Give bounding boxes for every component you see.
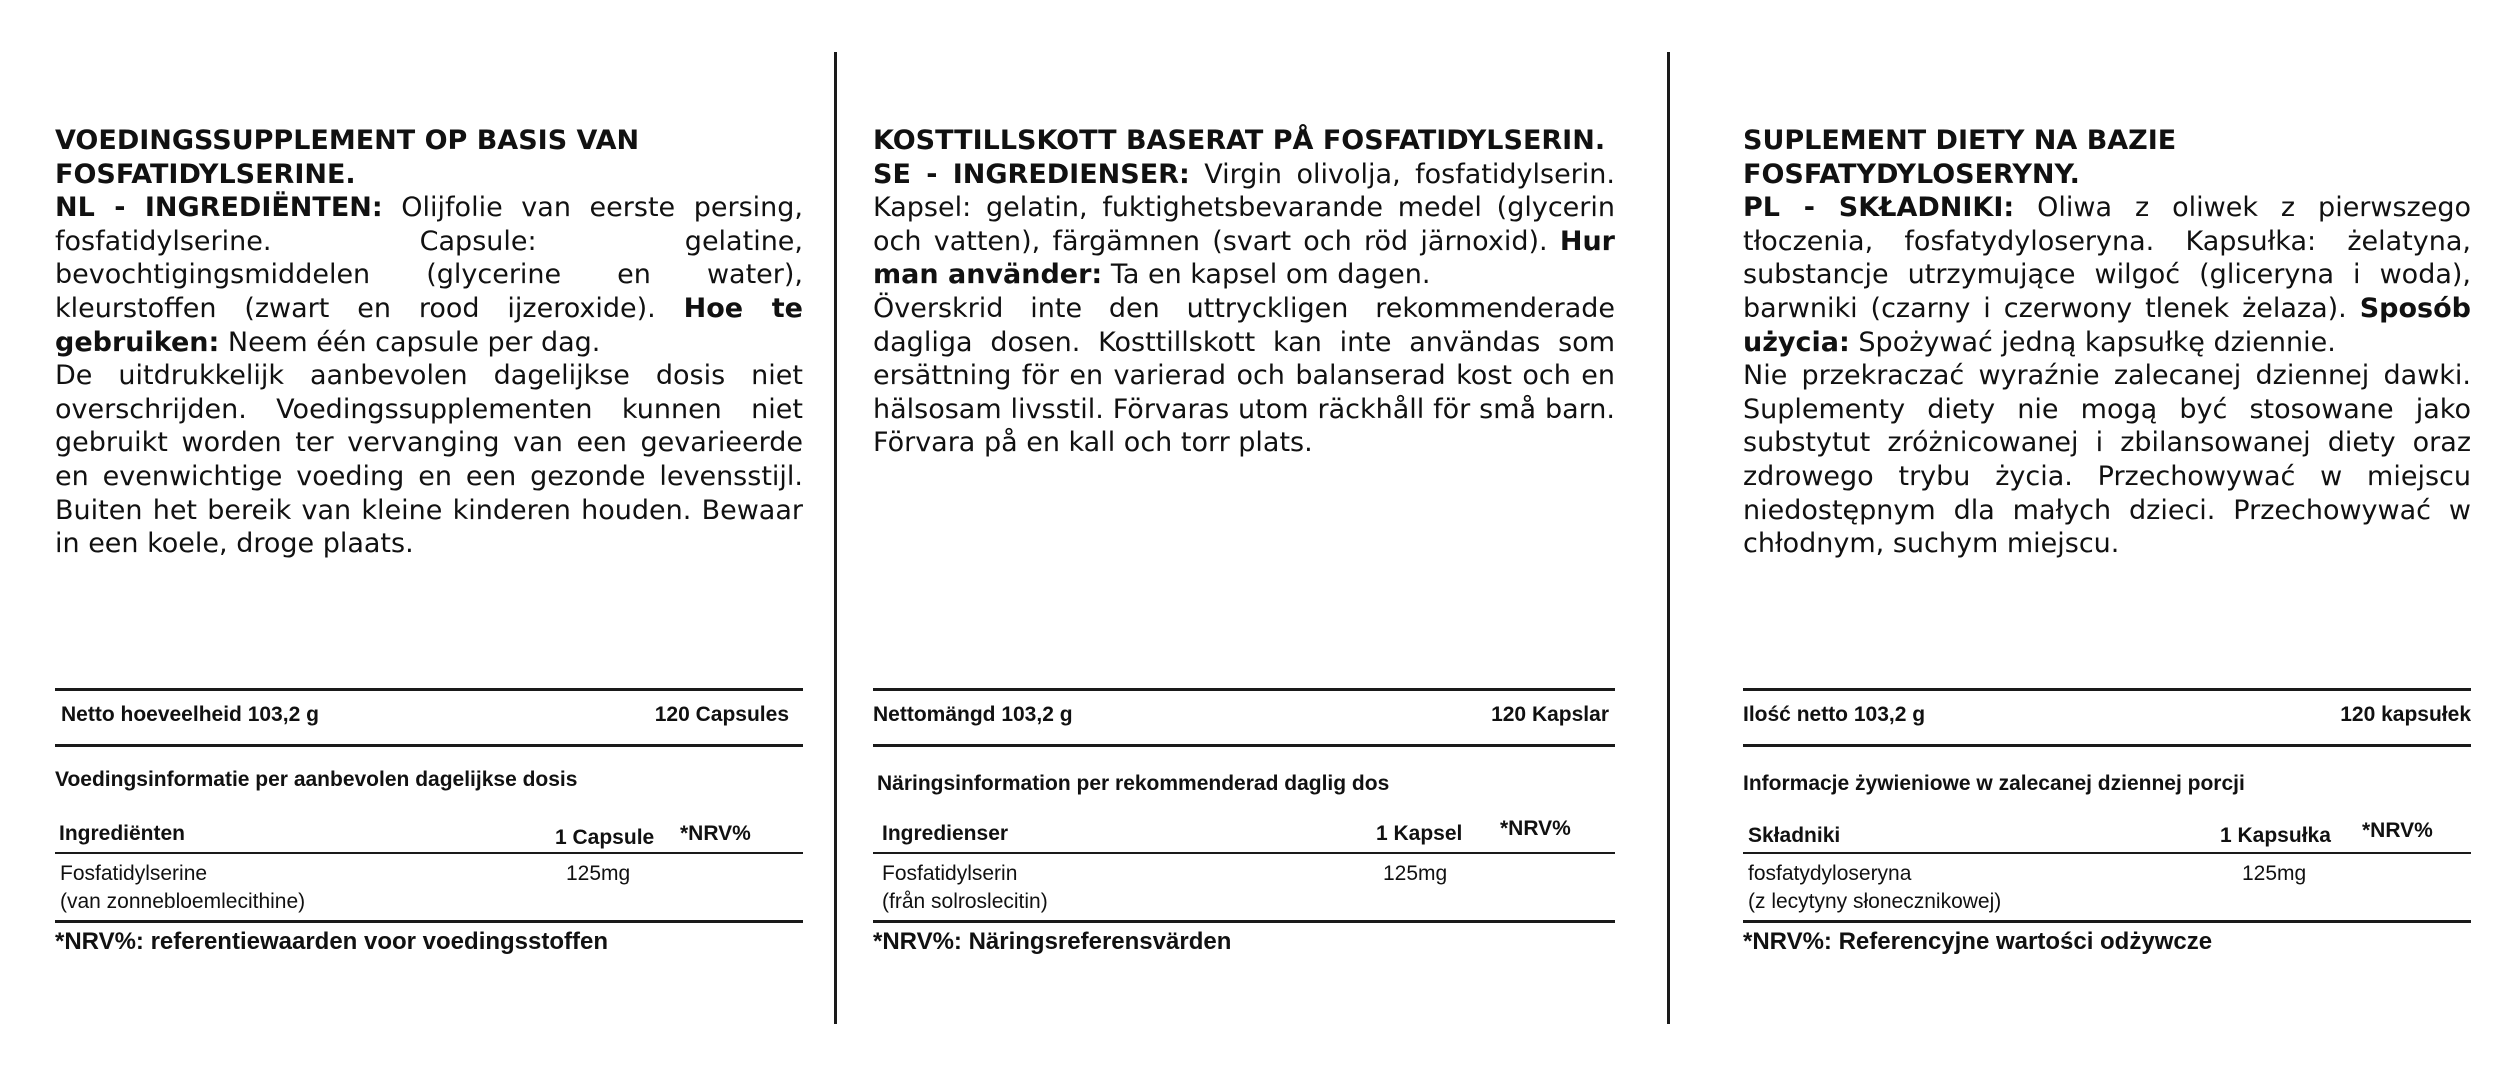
nutrition-title: Voedingsinformatie per aanbevolen dagelijkse dosis	[55, 768, 578, 791]
nrv-footnote: *NRV%: referentiewaarden voor voedingsstoffen	[55, 928, 609, 955]
table-bottom-rule	[1743, 920, 2471, 923]
rule-mid	[1743, 744, 2471, 747]
ingredients-paragraph	[1743, 191, 2471, 359]
table-header-rule	[55, 852, 803, 854]
usage-label: Hur man använder:	[873, 225, 1615, 291]
usage-label: Sposób użycia:	[1743, 292, 2471, 358]
ingredients-label: SE - INGREDIENSER:	[873, 158, 1190, 190]
col-header-dose: 1 Kapsułka	[2220, 824, 2331, 847]
row-ingredient-source: (z lecytyny słonecznikowej)	[1748, 890, 2002, 913]
net-quantity: Nettomängd 103,2 g	[873, 703, 1073, 726]
row-ingredient-source: (från solroslecitin)	[882, 890, 1048, 913]
col-header-dose: 1 Capsule	[555, 826, 655, 849]
col-header-nrv: *NRV%	[2362, 819, 2433, 842]
label-panel-se	[873, 0, 1615, 1088]
product-title: SUPLEMENT DIETY NA BAZIE FOSFATYDYLOSERYNY.	[1743, 125, 2177, 190]
rule-mid	[55, 744, 803, 747]
nutrition-title: Näringsinformation per rekommenderad daglig dos	[877, 772, 1390, 795]
nrv-footnote: *NRV%: Referencyjne wartości odżywcze	[1743, 928, 2213, 955]
rule-mid	[873, 744, 1615, 747]
usage-label: Hoe te gebruiken:	[55, 292, 803, 358]
warnings-text: De uitdrukkelijk aanbevolen dagelijkse dosis niet overschrijden. Voedingssupplementen kunnen niet gebruikt worden ter vervanging van een gevarieerde en evenwichtige voeding en een gezonde levensstijl. Buiten het bereik van kleine kinderen houden. Bewaar in een koele, droge plaats.	[55, 360, 803, 560]
usage-text: Ta en kapsel om dagen.	[1110, 259, 1431, 291]
column-divider-2	[1667, 52, 1670, 1024]
ingredients-paragraph	[55, 191, 803, 359]
column-divider-1	[834, 52, 837, 1024]
ingredients-paragraph	[873, 158, 1615, 292]
rule-top	[55, 688, 803, 691]
label-text-block	[55, 124, 803, 561]
product-title: KOSTTILLSKOTT BASERAT PÅ FOSFATIDYLSERIN.	[873, 125, 1606, 156]
label-text-block	[873, 124, 1615, 460]
ingredients-text: Olijfolie van eerste persing, fosfatidylserine. Capsule: gelatine, bevochtigingsmiddelen (glycerine en water), kleurstoffen (zwart en rood ijzeroxide).	[55, 192, 804, 324]
table-header-rule	[1743, 852, 2471, 854]
ingredients-text: Oliwa z oliwek z pierwszego tłoczenia, fosfatydyloseryna. Kapsułka: żelatyna, substancje utrzymujące wilgoć (gliceryna i woda), barwniki (czarny i czerwony tlenek żelaza).	[1743, 192, 2471, 324]
ingredients-label: NL - INGREDIËNTEN:	[55, 192, 383, 224]
row-dose-value: 125mg	[1383, 862, 1448, 885]
product-title: VOEDINGSSUPPLEMENT OP BASIS VAN FOSFATIDYLSERINE.	[55, 125, 640, 190]
row-ingredient-name: fosfatydyloseryna	[1748, 862, 1912, 885]
usage-text: Neem één capsule per dag.	[227, 326, 601, 358]
nutrition-title: Informacje żywieniowe w zalecanej dziennej porcji	[1743, 772, 2245, 795]
label-panel-pl	[1743, 0, 2471, 1088]
usage-text: Spożywać jedną kapsułkę dziennie.	[1858, 326, 2336, 358]
capsule-count: 120 Kapslar	[1491, 703, 1609, 726]
rule-top	[873, 688, 1615, 691]
row-dose-value: 125mg	[566, 862, 631, 885]
ingredients-text: Virgin olivolja, fosfatidylserin. Kapsel: gelatin, fuktighetsbevarande medel (glycerin och vatten), färgämnen (svart och röd järnoxid).	[873, 158, 1615, 257]
col-header-nrv: *NRV%	[680, 822, 751, 845]
col-header-ingredients: Składniki	[1748, 824, 1841, 847]
capsule-count: 120 Capsules	[654, 703, 789, 726]
rule-top	[1743, 688, 2471, 691]
table-bottom-rule	[873, 920, 1615, 923]
label-text-block	[1743, 124, 2471, 561]
table-header-rule	[873, 852, 1615, 854]
row-dose-value: 125mg	[2242, 862, 2307, 885]
row-ingredient-name: Fosfatidylserin	[882, 862, 1018, 885]
col-header-dose: 1 Kapsel	[1376, 822, 1463, 845]
net-quantity: Ilość netto 103,2 g	[1743, 703, 1926, 726]
col-header-ingredients: Ingredienser	[882, 822, 1009, 845]
label-panel-nl	[55, 0, 803, 1088]
ingredients-label: PL - SKŁADNIKI:	[1743, 192, 2015, 224]
net-quantity: Netto hoeveelheid 103,2 g	[61, 703, 319, 726]
nrv-footnote: *NRV%: Näringsreferensvärden	[873, 928, 1232, 955]
row-ingredient-name: Fosfatidylserine	[60, 862, 208, 885]
table-bottom-rule	[55, 920, 803, 923]
warnings-text: Nie przekraczać wyraźnie zalecanej dziennej dawki. Suplementy diety nie mogą być stosowane jako substytut zróżnicowanej i zbilansowanej diety oraz zdrowego trybu życia. Przechowywać w miejscu niedostępnym dla małych dzieci. Przechowywać w chłodnym, suchym miejscu.	[1743, 360, 2471, 560]
capsule-count: 120 kapsułek	[2340, 703, 2471, 726]
row-ingredient-source: (van zonnebloemlecithine)	[60, 890, 306, 913]
col-header-ingredients: Ingrediënten	[59, 822, 186, 845]
warnings-text: Överskrid inte den uttryckligen rekommenderade dagliga dosen. Kosttillskott kan inte användas som ersättning för en varierad och balanserad kost och en hälsosam livsstil. Förvaras utom räckhåll för små barn. Förvara på en kall och torr plats.	[873, 292, 1615, 459]
col-header-nrv: *NRV%	[1500, 817, 1571, 840]
